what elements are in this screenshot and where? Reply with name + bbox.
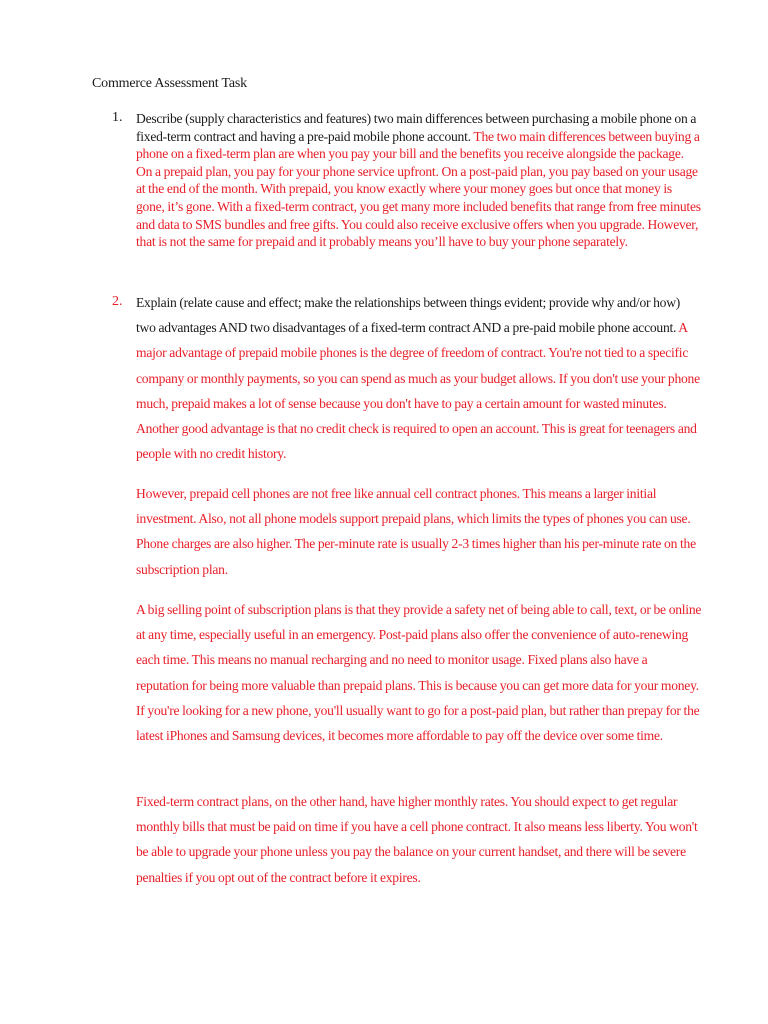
question-1-prompt: Describe (supply characteristics and features) two main differences between purchasing a mobile phone on a fixed-term contract and having a pre-paid mobile phone account.	[136, 111, 697, 144]
question-2-prompt: Explain (relate cause and effect; make the relationships between things evident; provide why and/or how) two advantages AND two disadvantages of a fixed-term contract AND a pre-paid mobile phone account.	[136, 295, 681, 336]
question-2-number: 2.	[112, 294, 123, 309]
question-1-block	[136, 110, 702, 251]
answer-paragraph-disadvantages-prepaid: However, prepaid cell phones are not free like annual cell contract phones. This means a larger initial investment. Also, not all phone models support prepaid plans, which limits the types of phones you can use. Phone charges are also higher. The per-minute rate is usually 2-3 times higher than his per-minute rate on the subscription plan.	[136, 486, 696, 577]
question-2-answer: A major advantage of prepaid mobile phones is the degree of freedom of contract. You're not tied to a specific company or monthly payments, so you can spend as much as your budget allows. If you don't use your phone much, prepaid makes a lot of sense because you don't have to pay a certain amount for wasted minutes. Another good advantage is that no credit check is required to open an account. This is great for teenagers and people with no credit history.	[136, 320, 700, 462]
question-1-answer: The two main differences between buying a phone on a fixed-term plan are when you pay your bill and the benefits you receive alongside the package. On a prepaid plan, you pay for your phone service upfront. On a post-paid plan, you pay based on your usage at the end of the month. With prepaid, you know exactly where your money goes but once that money is gone, it’s gone. With a fixed-term contract, you get many more included benefits that range from free minutes and data to SMS bundles and free gifts. You could also receive exclusive offers when you upgrade. However, that is not the same for prepaid and it probably means you’ll have to buy your phone separately.	[136, 128, 701, 250]
answer-paragraph-advantages-fixed: A big selling point of subscription plans is that they provide a safety net of being able to call, text, or be online at any time, especially useful in an emergency. Post-paid plans also offer the convenience of auto-renewing each time. This means no manual recharging and no need to monitor usage. Fixed plans also have a reputation for being more valuable than prepaid plans. This is because you can get more data for your money. If you're looking for a new phone, you'll usually want to go for a post-paid plan, but rather than prepay for the latest iPhones and Samsung devices, it becomes more affordable to pay off the device over some time.	[136, 602, 702, 744]
document-title: Commerce Assessment Task	[92, 76, 247, 91]
question-1-number: 1.	[112, 110, 123, 125]
answer-paragraph-disadvantages-fixed: Fixed-term contract plans, on the other hand, have higher monthly rates. You should expect to get regular monthly bills that must be paid on time if you have a cell phone contract. It also means less liberty. You won't be able to upgrade your phone unless you pay the balance on your current handset, and there will be severe penalties if you opt out of the contract before it expires.	[136, 794, 698, 885]
question-2-block	[136, 290, 702, 466]
